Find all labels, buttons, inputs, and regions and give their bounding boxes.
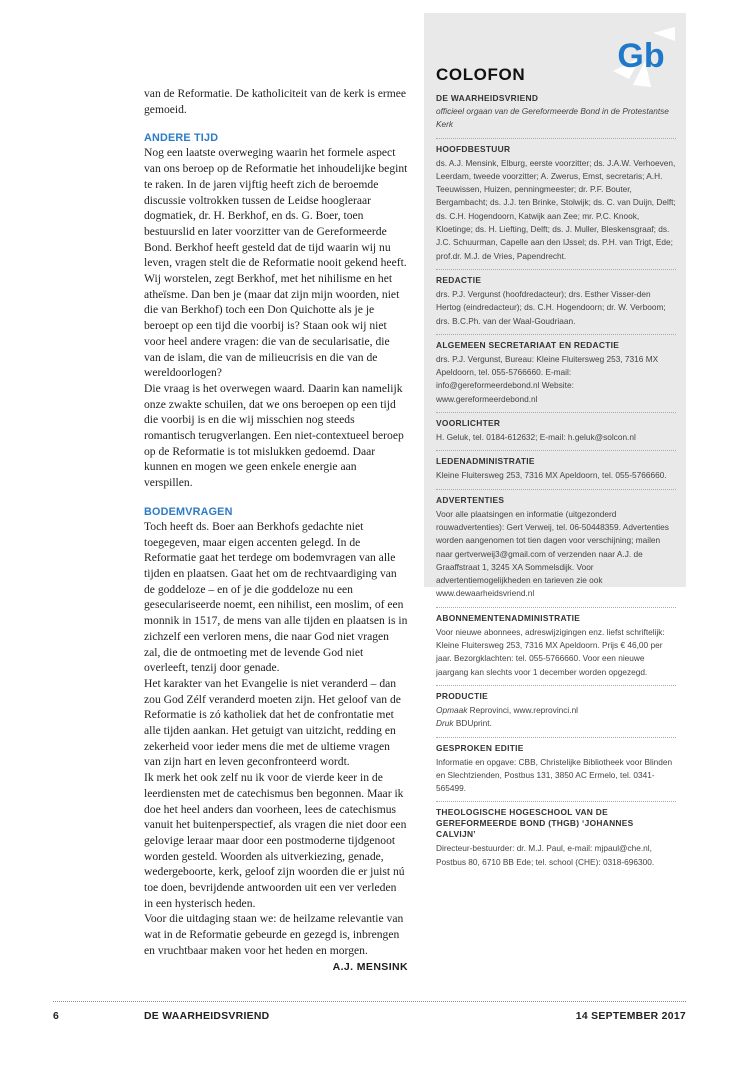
colofon-line (436, 717, 676, 730)
footer-date: 14 SEPTEMBER 2017 (575, 1011, 686, 1022)
colofon-heading: VOORLICHTER (436, 418, 501, 429)
colofon-section-ledenadministratie (436, 450, 676, 482)
page-number: 6 (53, 1011, 60, 1022)
colofon-text: Voor alle plaatsingen en informatie (uitgezonderd rouwadvertenties): Gert Verweij, tel. 06-50448359. Advertenties worden aangenomen tot tien dagen voor verschijning; mailen naar gertverweij3@gmail.com of verzenden naar A.J. de Graaffstraat 1, 3245 XA Sommelsdijk. Voor advertentiemogelijkheden en tarieven zie ook www.dewaarheidsvriend.nl (436, 508, 669, 599)
colofon-section-hoofdbestuur (436, 138, 676, 263)
paragraph: Die vraag is het overwegen waard. Daarin kan namelijk onze zwakte schuilen, dat we ons beroepen op een tijd die voorbij is en die wij misschien nog steeds romantisch terugverlangen. Een niet-contextueel beroep op de Reformatie is tot mislukken gedoemd. Daar kunnen en mogen we geen enkele energie aan verspillen. (144, 381, 404, 490)
colofon-value: BDUprint. (455, 718, 492, 729)
paragraph: Het karakter van het Evangelie is niet veranderd – dan zou God Zélf veranderd moeten zijn. Het geloof van de Reformatie is zó katholiek dat het de confrontatie met alle tijden aankan. Het getuigt van uitzicht, redding en zekerheid voor ieder mens die met de ultieme vragen van zijn hart en leven geconfronteerd wordt. (144, 676, 401, 769)
colofon-text: officieel orgaan van de Gereformeerde Bond in de Protestantse Kerk (436, 106, 669, 130)
logo-lettering: Gb (617, 37, 665, 75)
paragraph: Voor die uitdaging staan we: de heilzame relevantie van wat in de Reformatie gebeurde en gezegd is, inbrengen en vruchtbaar maken voor het heden en morgen. (144, 912, 404, 957)
colofon-heading: DE WAARHEIDSVRIEND (436, 93, 539, 103)
colofon-text: H. Geluk, tel. 0184-612632; E-mail: h.geluk@solcon.nl (436, 432, 636, 443)
colofon-title: COLOFON (436, 65, 526, 84)
colofon-text: Voor nieuwe abonnees, adreswijzigingen enz. liefst schriftelijk: Kleine Fluitersweg 253, 7316 MX Apeldoorn. Prijs € 46,00 per jaar. Bezorgklachten: tel. 055-5766660. Voor een nieuwe jaargang kan slechts voor 1 december worden opgezegd. (436, 626, 665, 677)
colofon-section-abonnementen (436, 607, 676, 679)
gereformeerde-bond-logo-icon (611, 27, 675, 91)
colofon-section-productie (436, 685, 676, 731)
colofon-heading: THEOLOGISCHE HOGESCHOOL VAN DE GEREFORMEERDE BOND (THGB) ‘JOHANNES CALVIJN’ (436, 807, 634, 840)
colofon-section-secretariaat (436, 334, 676, 406)
article-column (144, 86, 408, 975)
colofon-value: Reprovinci, www.reprovinci.nl (469, 704, 579, 715)
colofon-section-voorlichter (436, 412, 676, 444)
colofon-text: ds. A.J. Mensink, Elburg, eerste voorzitter; ds. J.A.W. Verhoeven, Leerdam, tweede voorzitter; A. Zwerus, Emst, secretaris; A.H. Teeuwissen, Huizen, penningmeester; dr. P.F. Bouter, Bergambacht; ds. J.J. ten Brinke, Stolwijk; ds. C. van Duijn, Delft; ds. C.H. Hogendoorn, Katwijk aan Zee; mr. P.C. Knook, Kloetinge; ds. H. Liefting, Delft; ds. J. Muller, Bleskensgraaf; ds. J.C. Schuurman, Capelle aan den IJssel; ds. P.H. van Trigt, Ede; prof.dr. M.J. de Vries, Papendrecht. (436, 157, 676, 261)
paragraph: Toch heeft ds. Boer aan Berkhofs gedachte niet toegegeven, maar eigen accenten gelegd. In de Reformatie gaat het terdege om bodemvragen van alle tijden en plaatsen. Gaat het om de rechtvaardiging van de goddeloze – en of je die goddeloze nu een geseculariseerde noemt, een nihilist, een moslim, of een monnik in 1517, de mens van alle tijden en plaatsen is in zichzelf een verloren mens, die naar God niet vragen zal, die de ontmoeting met de levende God niet overleeft, tenzij door genade. (144, 519, 408, 675)
colofon-section-advertenties (436, 489, 676, 601)
paragraph: Ik merk het ook zelf nu ik voor de vierde keer in de leerdiensten met de catechismus ben begonnen. Maar ik doe het heel anders dan voorheen, lees de catechismus vanuit het buitenperspectief, als vragen die niet door een gelovige leraar maar door een postmoderne tijdgenoot worden gesteld. Woorden als uitverkiezing, genade, wedergeboorte, kerk, geloof zijn woorden die er juist nú toe doen, bevrijdende antwoorden uit een ver verleden in een hysterisch heden. (144, 771, 407, 910)
colofon-text: drs. P.J. Vergunst (hoofdredacteur); drs. Esther Visser-den Hertog (eindredacteur); ds. C.H. Hogendoorn; dr. W. Verboom; drs. B.C.Ph. van der Waal-Goudriaan. (436, 288, 666, 326)
paragraph: Nog een laatste overweging waarin het formele aspect van ons beroep op de Reformatie het inhoudelijke begint te raken. In de jaren vijftig heeft zich de beroemde discussie voltrokken tussen de Leidse hoogleraar dogmatiek, dr. H. Berkhof, en ds. G. Boer, toen bestuurslid en later voorzitter van de Gereformeerde Bond. Berkhof heeft gesteld dat de tijd waarin wij nu leven, vragen stelt die de Reformatie nooit gekend heeft. Wij worstelen, zegt Berkhof, met het nihilisme en het atheïsme. Dan ben je (maar dat zijn mijn woorden, niet die van Berkhof) toch een Don Quichotte als je je beroept op een tijd die voorbij is? Staan ook wij niet voor heel andere vragen: die van de secularisatie, die van de islam, die van de milieucrisis en die van de wereldoorlogen? (144, 146, 408, 380)
colofon-text: drs. P.J. Vergunst, Bureau: Kleine Fluitersweg 253, 7316 MX Apeldoorn, tel. 055-5766660. E-mail: info@gereformeerdebond.nl Website: www.gereformeerdebond.nl (436, 353, 659, 404)
colofon-label: Opmaak (436, 704, 468, 715)
footer-divider (53, 1001, 686, 1002)
colofon-heading: ALGEMEEN SECRETARIAAT EN REDACTIE (436, 339, 620, 350)
colofon-content (436, 65, 676, 869)
colofon-line (436, 704, 676, 717)
colofon-section-hogeschool (436, 801, 676, 869)
colofon-heading: REDACTIE (436, 274, 482, 285)
colofon-heading: HOOFDBESTUUR (436, 143, 511, 154)
footer-publication: DE WAARHEIDSVRIEND (144, 1011, 270, 1022)
colofon-section-publication (436, 93, 676, 132)
colofon-heading: GESPROKEN EDITIE (436, 742, 524, 753)
colofon-heading: PRODUCTIE (436, 690, 489, 701)
colofon-heading: ABONNEMENTENADMINISTRATIE (436, 612, 581, 623)
colofon-sidebar (424, 13, 686, 867)
colofon-label: Druk (436, 718, 454, 729)
article-intro: van de Reformatie. De katholiciteit van de kerk is ermee gemoeid. (144, 87, 407, 116)
colofon-text: Directeur-bestuurder: dr. M.J. Paul, e-mail: mjpaul@che.nl, Postbus 80, 6710 BB Ede; tel. school (CHE): 0318-696300. (436, 843, 655, 867)
section-heading-andere-tijd: ANDERE TIJD (144, 132, 219, 145)
colofon-heading: LEDENADMINISTRATIE (436, 456, 535, 467)
colofon-text: Kleine Fluitersweg 253, 7316 MX Apeldoorn, tel. 055-5766660. (436, 470, 667, 481)
colofon-heading: ADVERTENTIES (436, 494, 505, 505)
article-author: A.J. MENSINK (332, 960, 408, 973)
colofon-section-redactie (436, 269, 676, 328)
colofon-section-gesproken-editie (436, 737, 676, 796)
colofon-text: Informatie en opgave: CBB, Christelijke Bibliotheek voor Blinden en Slechtzienden, Postbus 131, 3850 AC Ermelo, tel. 0341-565499. (436, 756, 673, 794)
section-heading-bodemvragen: BODEMVRAGEN (144, 505, 233, 518)
